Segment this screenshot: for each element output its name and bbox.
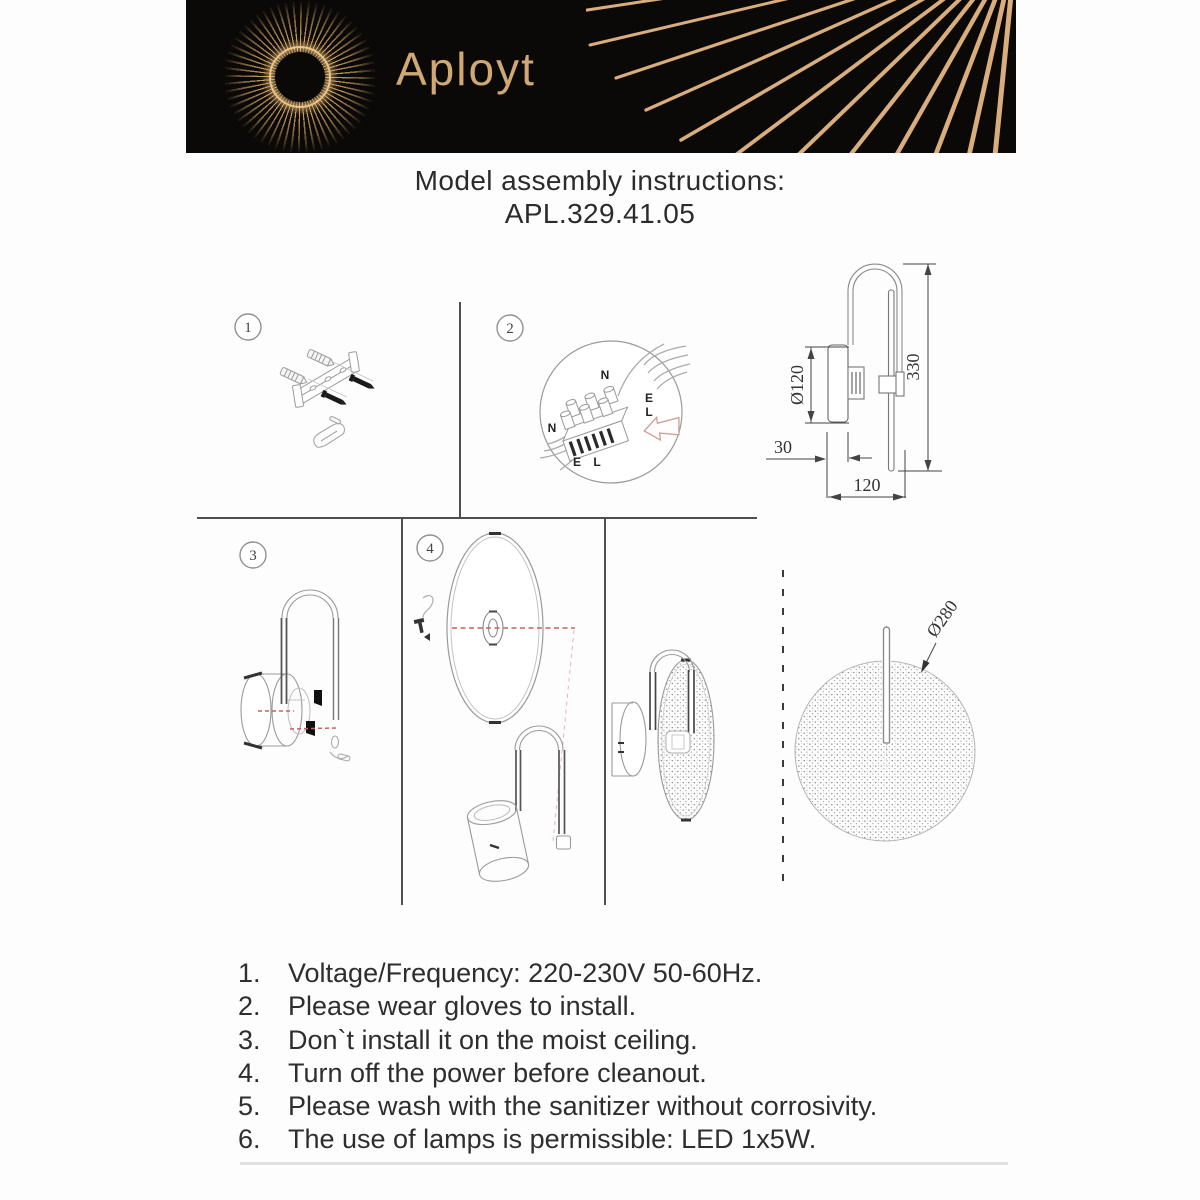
- dim-width: 120: [853, 475, 881, 495]
- instruction-list: [238, 957, 877, 1157]
- panel-1-bracket-diagram: [280, 349, 376, 447]
- list-item: 2. Please wear gloves to install.: [238, 991, 637, 1022]
- front-view-shade: [795, 596, 975, 841]
- screw-hint-icon: [414, 596, 433, 641]
- panel-2-wiring-diagram: [540, 341, 690, 483]
- step-badges: [235, 314, 523, 568]
- dim-base-diameter: Ø120: [787, 365, 807, 405]
- wire-label-e-bottom: E: [572, 455, 582, 469]
- wire-label-l-bottom: L: [593, 455, 601, 469]
- wire-label-l-top: L: [645, 405, 653, 419]
- dim-height: 330: [903, 353, 923, 381]
- panel-4-shade-diagram: [414, 533, 575, 885]
- page-bottom-edge: [240, 1162, 1008, 1165]
- panel-3-lamp-diagram: [241, 590, 350, 761]
- title-block: [0, 164, 1200, 230]
- step-2-badge: 2: [506, 321, 514, 337]
- wire-label-n-top: N: [600, 368, 610, 382]
- model-number: APL.329.41.05: [504, 198, 696, 229]
- wire-label-e-top: E: [644, 391, 654, 405]
- list-item: 4. Turn off the power before cleanout.: [238, 1057, 707, 1088]
- step-4-badge: 4: [426, 541, 434, 557]
- brand-name: Aployt: [396, 43, 536, 95]
- dim-shade-diameter: Ø280: [922, 596, 962, 641]
- assembled-side-view: [612, 650, 714, 820]
- list-item: 3. Don`t install it on the moist ceiling.: [238, 1024, 698, 1055]
- corner-rays-decoration: [586, 0, 1016, 153]
- step-3-badge: 3: [249, 548, 257, 564]
- assembly-diagrams: [185, 245, 1045, 955]
- brand-banner: [186, 0, 1016, 153]
- list-item: 5. Please wash with the sanitizer without corrosivity.: [238, 1091, 878, 1122]
- dimension-drawing: [766, 264, 942, 501]
- step-1-badge: 1: [244, 320, 252, 336]
- list-item: 1. Voltage/Frequency: 220-230V 50-60Hz.: [238, 958, 763, 988]
- sunburst-logo-icon: [225, 2, 375, 152]
- page-title: Model assembly instructions:: [414, 165, 786, 196]
- wire-label-n-left: N: [547, 421, 557, 435]
- dim-depth: 30: [774, 437, 792, 457]
- list-item: 6. The use of lamps is permissible: LED 1x5W.: [238, 1124, 817, 1155]
